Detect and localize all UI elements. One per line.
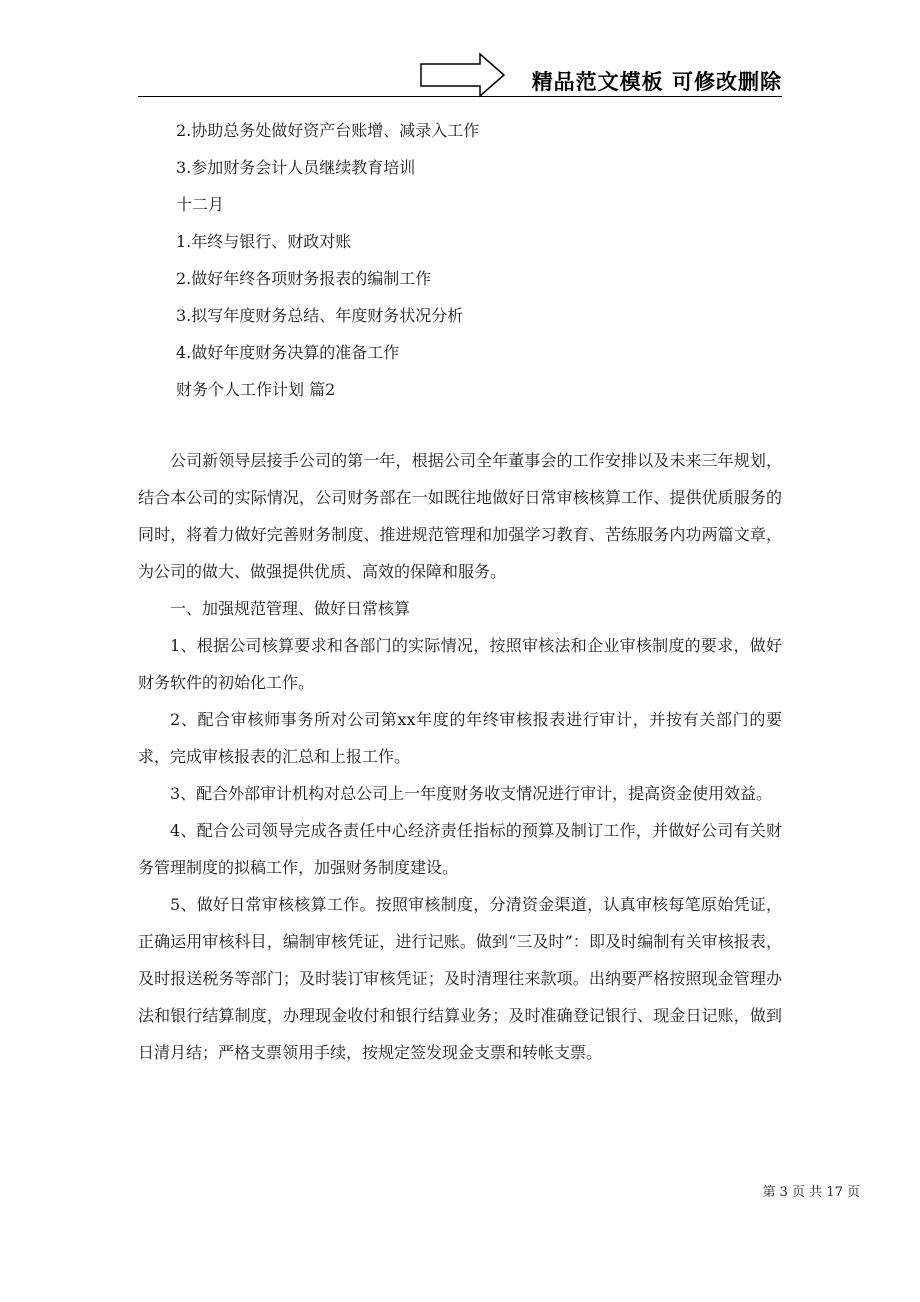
- month-heading: 十二月: [176, 195, 225, 214]
- intro-paragraph: 公司新领导层接手公司的第一年，根据公司全年董事会的工作安排以及未来三年规划，结合本公司的实际情况，公司财务部在一如既往地做好日常审核核算工作、提供优质服务的同时，将着力做好完善财务制度、推进规范管理和加强学习教育、苦练服务内功两篇文章，为公司的做大、做强提供优质、高效的保障和服务。: [138, 451, 782, 581]
- list-item: 4.做好年度财务决算的准备工作: [176, 343, 400, 362]
- arrow-icon: [420, 52, 506, 98]
- list-item: 3.拟写年度财务总结、年度财务状况分析: [176, 306, 464, 325]
- header-divider: [138, 96, 782, 97]
- page-number: 第 3 页 共 17 页: [762, 1185, 860, 1200]
- section-title: 财务个人工作计划 篇2: [176, 380, 336, 399]
- document-body: [138, 112, 782, 1071]
- paragraph: 4、配合公司领导完成各责任中心经济责任指标的预算及制订工作，并做好公司有关财务管理制度的拟稿工作，加强财务制度建设。: [138, 821, 782, 877]
- header-title: 精品范文模板 可修改删除: [531, 70, 782, 94]
- list-item: 2.协助总务处做好资产台账增、减录入工作: [176, 121, 480, 140]
- paragraph: 5、做好日常审核核算工作。按照审核制度，分清资金渠道，认真审核每笔原始凭证，正确运用审核科目，编制审核凭证，进行记账。做到“三及时”：即及时编制有关审核报表，及时报送税务等部门；及时装订审核凭证；及时清理往来款项。出纳要严格按照现金管理办法和银行结算制度，办理现金收付和银行结算业务；及时准确登记银行、现金日记账，做到日清月结；严格支票领用手续，按规定签发现金支票和转帐支票。: [138, 895, 782, 1062]
- paragraph: 2、配合审核师事务所对公司第xx年度的年终审核报表进行审计，并按有关部门的要求，完成审核报表的汇总和上报工作。: [138, 710, 782, 766]
- paragraph: 3、配合外部审计机构对总公司上一年度财务收支情况进行审计，提高资金使用效益。: [170, 784, 773, 803]
- list-item: 1.年终与银行、财政对账: [176, 232, 352, 251]
- paragraph: 1、根据公司核算要求和各部门的实际情况，按照审核法和企业审核制度的要求，做好财务软件的初始化工作。: [138, 636, 782, 692]
- list-item: 3.参加财务会计人员继续教育培训: [176, 158, 416, 177]
- subsection-heading: 一、加强规范管理、做好日常核算: [170, 599, 411, 618]
- list-item: 2.做好年终各项财务报表的编制工作: [176, 269, 432, 288]
